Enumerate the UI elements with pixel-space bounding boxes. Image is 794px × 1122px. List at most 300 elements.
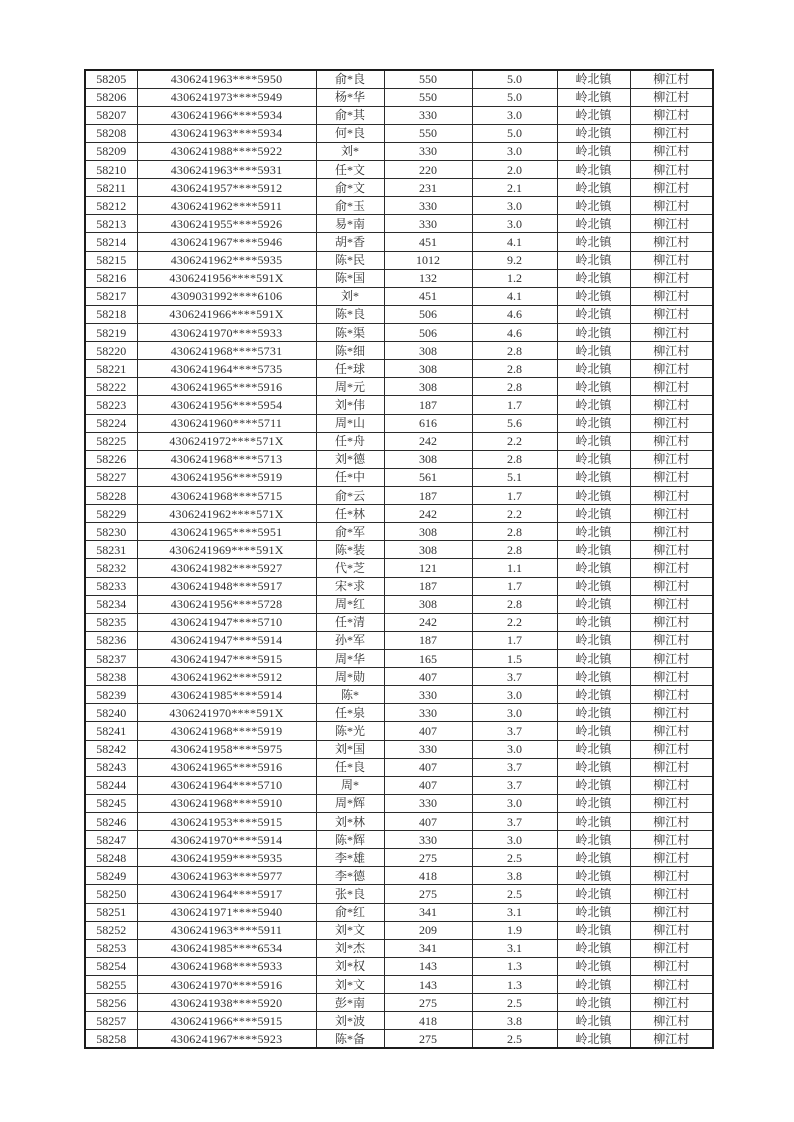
cell-serial-number: 58235 — [85, 613, 137, 631]
cell-area: 1.1 — [472, 559, 557, 577]
cell-masked-id-number: 4306241962****5935 — [137, 251, 316, 269]
cell-masked-id-number: 4306241963****5934 — [137, 124, 316, 142]
cell-amount: 330 — [384, 704, 472, 722]
cell-masked-id-number: 4306241965****5916 — [137, 378, 316, 396]
table-row — [85, 867, 713, 885]
cell-amount: 341 — [384, 939, 472, 957]
cell-village: 柳江村 — [630, 468, 713, 486]
cell-village: 柳江村 — [630, 885, 713, 903]
cell-serial-number: 58234 — [85, 595, 137, 613]
cell-amount: 121 — [384, 559, 472, 577]
cell-village: 柳江村 — [630, 70, 713, 88]
cell-masked-name: 俞*红 — [316, 903, 384, 921]
cell-village: 柳江村 — [630, 450, 713, 468]
cell-village: 柳江村 — [630, 378, 713, 396]
cell-masked-name: 代*芝 — [316, 559, 384, 577]
table-row — [85, 251, 713, 269]
cell-serial-number: 58237 — [85, 650, 137, 668]
cell-serial-number: 58221 — [85, 360, 137, 378]
cell-serial-number: 58216 — [85, 269, 137, 287]
cell-amount: 451 — [384, 233, 472, 251]
cell-serial-number: 58212 — [85, 197, 137, 215]
cell-serial-number: 58241 — [85, 722, 137, 740]
cell-amount: 330 — [384, 142, 472, 160]
cell-village: 柳江村 — [630, 414, 713, 432]
cell-area: 5.6 — [472, 414, 557, 432]
cell-amount: 407 — [384, 812, 472, 830]
cell-masked-id-number: 4306241968****5919 — [137, 722, 316, 740]
cell-town: 岭北镇 — [557, 432, 630, 450]
cell-area: 3.0 — [472, 197, 557, 215]
cell-amount: 550 — [384, 70, 472, 88]
cell-masked-name: 任*良 — [316, 758, 384, 776]
cell-area: 3.1 — [472, 939, 557, 957]
cell-serial-number: 58231 — [85, 541, 137, 559]
cell-masked-id-number: 4306241955****5926 — [137, 215, 316, 233]
cell-village: 柳江村 — [630, 577, 713, 595]
cell-town: 岭北镇 — [557, 939, 630, 957]
cell-masked-id-number: 4306241967****5946 — [137, 233, 316, 251]
cell-town: 岭北镇 — [557, 324, 630, 342]
cell-masked-name: 张*良 — [316, 885, 384, 903]
cell-masked-name: 刘*文 — [316, 921, 384, 939]
cell-masked-name: 宋*求 — [316, 577, 384, 595]
cell-town: 岭北镇 — [557, 378, 630, 396]
cell-village: 柳江村 — [630, 758, 713, 776]
cell-amount: 330 — [384, 197, 472, 215]
cell-masked-id-number: 4306241970****5933 — [137, 324, 316, 342]
table-row — [85, 631, 713, 649]
cell-amount: 187 — [384, 577, 472, 595]
cell-amount: 308 — [384, 595, 472, 613]
cell-masked-name: 俞*军 — [316, 523, 384, 541]
cell-village: 柳江村 — [630, 269, 713, 287]
cell-masked-name: 胡*香 — [316, 233, 384, 251]
cell-masked-name: 杨*华 — [316, 88, 384, 106]
cell-masked-name: 任*球 — [316, 360, 384, 378]
cell-serial-number: 58246 — [85, 812, 137, 830]
table-row — [85, 957, 713, 975]
cell-town: 岭北镇 — [557, 957, 630, 975]
cell-area: 2.2 — [472, 505, 557, 523]
table-row — [85, 559, 713, 577]
cell-masked-name: 陈* — [316, 686, 384, 704]
cell-amount: 220 — [384, 161, 472, 179]
cell-serial-number: 58230 — [85, 523, 137, 541]
cell-area: 3.7 — [472, 758, 557, 776]
cell-masked-id-number: 4306241957****5912 — [137, 179, 316, 197]
cell-masked-id-number: 4306241963****5977 — [137, 867, 316, 885]
cell-serial-number: 58222 — [85, 378, 137, 396]
cell-village: 柳江村 — [630, 668, 713, 686]
cell-town: 岭北镇 — [557, 776, 630, 794]
cell-town: 岭北镇 — [557, 650, 630, 668]
cell-masked-name: 周*勋 — [316, 668, 384, 686]
cell-amount: 143 — [384, 957, 472, 975]
cell-village: 柳江村 — [630, 215, 713, 233]
cell-amount: 407 — [384, 668, 472, 686]
cell-serial-number: 58254 — [85, 957, 137, 975]
cell-town: 岭北镇 — [557, 758, 630, 776]
cell-village: 柳江村 — [630, 179, 713, 197]
cell-serial-number: 58205 — [85, 70, 137, 88]
cell-masked-id-number: 4306241985****6534 — [137, 939, 316, 957]
table-row — [85, 722, 713, 740]
cell-masked-id-number: 4306241956****5919 — [137, 468, 316, 486]
cell-masked-id-number: 4306241956****5728 — [137, 595, 316, 613]
cell-town: 岭北镇 — [557, 1030, 630, 1048]
cell-town: 岭北镇 — [557, 867, 630, 885]
cell-area: 2.1 — [472, 179, 557, 197]
cell-masked-name: 刘*伟 — [316, 396, 384, 414]
cell-masked-name: 刘*杰 — [316, 939, 384, 957]
cell-village: 柳江村 — [630, 432, 713, 450]
cell-serial-number: 58248 — [85, 849, 137, 867]
cell-area: 2.5 — [472, 885, 557, 903]
cell-serial-number: 58211 — [85, 179, 137, 197]
cell-village: 柳江村 — [630, 921, 713, 939]
cell-masked-id-number: 4306241970****591X — [137, 704, 316, 722]
cell-amount: 330 — [384, 686, 472, 704]
cell-area: 3.1 — [472, 903, 557, 921]
cell-village: 柳江村 — [630, 831, 713, 849]
cell-masked-id-number: 4306241968****5910 — [137, 794, 316, 812]
cell-town: 岭北镇 — [557, 631, 630, 649]
cell-serial-number: 58226 — [85, 450, 137, 468]
cell-masked-name: 俞*其 — [316, 106, 384, 124]
cell-masked-id-number: 4306241956****5954 — [137, 396, 316, 414]
cell-area: 3.7 — [472, 812, 557, 830]
cell-area: 3.8 — [472, 1012, 557, 1030]
cell-masked-id-number: 4306241985****5914 — [137, 686, 316, 704]
cell-town: 岭北镇 — [557, 287, 630, 305]
cell-amount: 330 — [384, 794, 472, 812]
table-row — [85, 686, 713, 704]
cell-masked-name: 周*华 — [316, 650, 384, 668]
cell-masked-id-number: 4306241972****571X — [137, 432, 316, 450]
cell-town: 岭北镇 — [557, 450, 630, 468]
cell-town: 岭北镇 — [557, 197, 630, 215]
cell-area: 9.2 — [472, 251, 557, 269]
cell-town: 岭北镇 — [557, 885, 630, 903]
cell-village: 柳江村 — [630, 541, 713, 559]
cell-area: 4.1 — [472, 287, 557, 305]
cell-town: 岭北镇 — [557, 124, 630, 142]
cell-area: 1.3 — [472, 975, 557, 993]
cell-serial-number: 58239 — [85, 686, 137, 704]
cell-masked-name: 任*泉 — [316, 704, 384, 722]
cell-masked-id-number: 4306241970****5914 — [137, 831, 316, 849]
cell-amount: 407 — [384, 776, 472, 794]
cell-masked-name: 彭*南 — [316, 994, 384, 1012]
table-row — [85, 360, 713, 378]
table-row — [85, 179, 713, 197]
cell-masked-name: 易*南 — [316, 215, 384, 233]
cell-masked-id-number: 4306241938****5920 — [137, 994, 316, 1012]
cell-area: 2.5 — [472, 1030, 557, 1048]
cell-area: 1.2 — [472, 269, 557, 287]
cell-village: 柳江村 — [630, 812, 713, 830]
cell-masked-id-number: 4306241962****5912 — [137, 668, 316, 686]
cell-area: 3.0 — [472, 740, 557, 758]
cell-village: 柳江村 — [630, 487, 713, 505]
cell-amount: 308 — [384, 541, 472, 559]
cell-serial-number: 58250 — [85, 885, 137, 903]
table-row — [85, 975, 713, 993]
cell-serial-number: 58208 — [85, 124, 137, 142]
table-row — [85, 269, 713, 287]
cell-serial-number: 58228 — [85, 487, 137, 505]
cell-amount: 187 — [384, 487, 472, 505]
cell-serial-number: 58256 — [85, 994, 137, 1012]
table-row — [85, 704, 713, 722]
cell-serial-number: 58251 — [85, 903, 137, 921]
cell-area: 3.7 — [472, 668, 557, 686]
cell-masked-name: 任*林 — [316, 505, 384, 523]
table-row — [85, 142, 713, 160]
cell-area: 5.0 — [472, 88, 557, 106]
cell-masked-name: 俞*玉 — [316, 197, 384, 215]
cell-masked-name: 任*舟 — [316, 432, 384, 450]
cell-amount: 275 — [384, 885, 472, 903]
cell-amount: 242 — [384, 613, 472, 631]
cell-amount: 231 — [384, 179, 472, 197]
cell-amount: 341 — [384, 903, 472, 921]
cell-town: 岭北镇 — [557, 505, 630, 523]
cell-serial-number: 58206 — [85, 88, 137, 106]
cell-area: 1.9 — [472, 921, 557, 939]
cell-masked-name: 周*红 — [316, 595, 384, 613]
table-row — [85, 450, 713, 468]
cell-serial-number: 58223 — [85, 396, 137, 414]
cell-area: 3.0 — [472, 794, 557, 812]
cell-amount: 407 — [384, 758, 472, 776]
table-row — [85, 324, 713, 342]
cell-amount: 550 — [384, 124, 472, 142]
cell-town: 岭北镇 — [557, 1012, 630, 1030]
cell-village: 柳江村 — [630, 324, 713, 342]
cell-town: 岭北镇 — [557, 921, 630, 939]
cell-serial-number: 58255 — [85, 975, 137, 993]
cell-amount: 506 — [384, 324, 472, 342]
cell-area: 3.7 — [472, 776, 557, 794]
table-row — [85, 197, 713, 215]
cell-amount: 209 — [384, 921, 472, 939]
cell-town: 岭北镇 — [557, 849, 630, 867]
table-row — [85, 577, 713, 595]
cell-serial-number: 58224 — [85, 414, 137, 432]
cell-serial-number: 58240 — [85, 704, 137, 722]
cell-village: 柳江村 — [630, 161, 713, 179]
cell-area: 1.7 — [472, 577, 557, 595]
cell-amount: 616 — [384, 414, 472, 432]
cell-area: 3.7 — [472, 722, 557, 740]
cell-area: 4.1 — [472, 233, 557, 251]
cell-masked-name: 刘* — [316, 287, 384, 305]
cell-masked-name: 刘* — [316, 142, 384, 160]
cell-masked-id-number: 4306241963****5950 — [137, 70, 316, 88]
cell-village: 柳江村 — [630, 360, 713, 378]
cell-village: 柳江村 — [630, 1030, 713, 1048]
cell-serial-number: 58232 — [85, 559, 137, 577]
table-row — [85, 215, 713, 233]
table-row — [85, 776, 713, 794]
cell-area: 2.8 — [472, 450, 557, 468]
table-row — [85, 885, 713, 903]
cell-village: 柳江村 — [630, 1012, 713, 1030]
cell-village: 柳江村 — [630, 704, 713, 722]
cell-town: 岭北镇 — [557, 142, 630, 160]
cell-masked-id-number: 4306241963****5911 — [137, 921, 316, 939]
cell-village: 柳江村 — [630, 233, 713, 251]
cell-amount: 143 — [384, 975, 472, 993]
cell-town: 岭北镇 — [557, 70, 630, 88]
cell-town: 岭北镇 — [557, 686, 630, 704]
cell-serial-number: 58209 — [85, 142, 137, 160]
table-row — [85, 595, 713, 613]
table-row — [85, 378, 713, 396]
cell-village: 柳江村 — [630, 505, 713, 523]
cell-serial-number: 58225 — [85, 432, 137, 450]
cell-masked-id-number: 4306241948****5917 — [137, 577, 316, 595]
cell-town: 岭北镇 — [557, 812, 630, 830]
table-body — [85, 70, 713, 1048]
cell-amount: 187 — [384, 396, 472, 414]
table-row — [85, 921, 713, 939]
cell-village: 柳江村 — [630, 287, 713, 305]
cell-area: 2.5 — [472, 994, 557, 1012]
cell-masked-id-number: 4306241947****5914 — [137, 631, 316, 649]
table-row — [85, 994, 713, 1012]
cell-serial-number: 58245 — [85, 794, 137, 812]
cell-village: 柳江村 — [630, 613, 713, 631]
cell-amount: 330 — [384, 740, 472, 758]
cell-area: 2.0 — [472, 161, 557, 179]
cell-area: 3.8 — [472, 867, 557, 885]
cell-masked-name: 周*元 — [316, 378, 384, 396]
cell-amount: 242 — [384, 505, 472, 523]
cell-amount: 418 — [384, 1012, 472, 1030]
cell-amount: 275 — [384, 1030, 472, 1048]
cell-village: 柳江村 — [630, 142, 713, 160]
table-row — [85, 505, 713, 523]
cell-masked-id-number: 4306241960****5711 — [137, 414, 316, 432]
cell-area: 5.0 — [472, 70, 557, 88]
cell-masked-id-number: 4306241964****5917 — [137, 885, 316, 903]
cell-village: 柳江村 — [630, 197, 713, 215]
cell-area: 1.3 — [472, 957, 557, 975]
cell-town: 岭北镇 — [557, 541, 630, 559]
cell-area: 3.0 — [472, 704, 557, 722]
cell-amount: 1012 — [384, 251, 472, 269]
cell-village: 柳江村 — [630, 686, 713, 704]
cell-village: 柳江村 — [630, 903, 713, 921]
cell-masked-name: 俞*良 — [316, 70, 384, 88]
cell-masked-id-number: 4306241953****5915 — [137, 812, 316, 830]
cell-masked-id-number: 4306241969****591X — [137, 541, 316, 559]
cell-masked-name: 刘*德 — [316, 450, 384, 468]
cell-town: 岭北镇 — [557, 161, 630, 179]
cell-town: 岭北镇 — [557, 88, 630, 106]
table-row — [85, 487, 713, 505]
cell-masked-name: 俞*云 — [316, 487, 384, 505]
cell-masked-id-number: 4306241959****5935 — [137, 849, 316, 867]
cell-amount: 330 — [384, 106, 472, 124]
cell-masked-name: 陈*光 — [316, 722, 384, 740]
cell-area: 2.2 — [472, 432, 557, 450]
cell-masked-name: 李*雄 — [316, 849, 384, 867]
cell-town: 岭北镇 — [557, 414, 630, 432]
table-row — [85, 794, 713, 812]
cell-amount: 242 — [384, 432, 472, 450]
table-row — [85, 432, 713, 450]
cell-area: 3.0 — [472, 831, 557, 849]
cell-masked-id-number: 4306241947****5915 — [137, 650, 316, 668]
cell-town: 岭北镇 — [557, 487, 630, 505]
cell-masked-name: 刘*权 — [316, 957, 384, 975]
cell-serial-number: 58243 — [85, 758, 137, 776]
cell-masked-id-number: 4306241958****5975 — [137, 740, 316, 758]
cell-amount: 330 — [384, 831, 472, 849]
cell-masked-name: 任*中 — [316, 468, 384, 486]
table-row — [85, 849, 713, 867]
cell-amount: 451 — [384, 287, 472, 305]
cell-serial-number: 58215 — [85, 251, 137, 269]
cell-serial-number: 58217 — [85, 287, 137, 305]
cell-masked-id-number: 4306241963****5931 — [137, 161, 316, 179]
table-row — [85, 88, 713, 106]
cell-town: 岭北镇 — [557, 233, 630, 251]
cell-area: 2.2 — [472, 613, 557, 631]
cell-serial-number: 58247 — [85, 831, 137, 849]
table-row — [85, 668, 713, 686]
table-row — [85, 161, 713, 179]
cell-amount: 308 — [384, 342, 472, 360]
cell-village: 柳江村 — [630, 994, 713, 1012]
cell-masked-id-number: 4306241968****5731 — [137, 342, 316, 360]
cell-town: 岭北镇 — [557, 468, 630, 486]
cell-village: 柳江村 — [630, 849, 713, 867]
subsidy-table — [84, 69, 714, 1049]
cell-serial-number: 58257 — [85, 1012, 137, 1030]
cell-masked-name: 孙*军 — [316, 631, 384, 649]
cell-masked-name: 周*山 — [316, 414, 384, 432]
cell-amount: 308 — [384, 523, 472, 541]
cell-masked-id-number: 4306241956****591X — [137, 269, 316, 287]
cell-amount: 407 — [384, 722, 472, 740]
cell-town: 岭北镇 — [557, 215, 630, 233]
cell-town: 岭北镇 — [557, 577, 630, 595]
cell-masked-id-number: 4306241964****5710 — [137, 776, 316, 794]
cell-village: 柳江村 — [630, 939, 713, 957]
cell-masked-id-number: 4306241966****5934 — [137, 106, 316, 124]
cell-town: 岭北镇 — [557, 342, 630, 360]
cell-town: 岭北镇 — [557, 903, 630, 921]
cell-masked-id-number: 4306241968****5933 — [137, 957, 316, 975]
cell-masked-name: 刘*国 — [316, 740, 384, 758]
cell-village: 柳江村 — [630, 794, 713, 812]
cell-masked-name: 任*清 — [316, 613, 384, 631]
table-row — [85, 1012, 713, 1030]
table-row — [85, 124, 713, 142]
cell-masked-id-number: 4306241966****591X — [137, 305, 316, 323]
cell-area: 3.0 — [472, 106, 557, 124]
table-row — [85, 939, 713, 957]
cell-village: 柳江村 — [630, 305, 713, 323]
cell-village: 柳江村 — [630, 650, 713, 668]
cell-masked-id-number: 4306241968****5715 — [137, 487, 316, 505]
cell-village: 柳江村 — [630, 867, 713, 885]
